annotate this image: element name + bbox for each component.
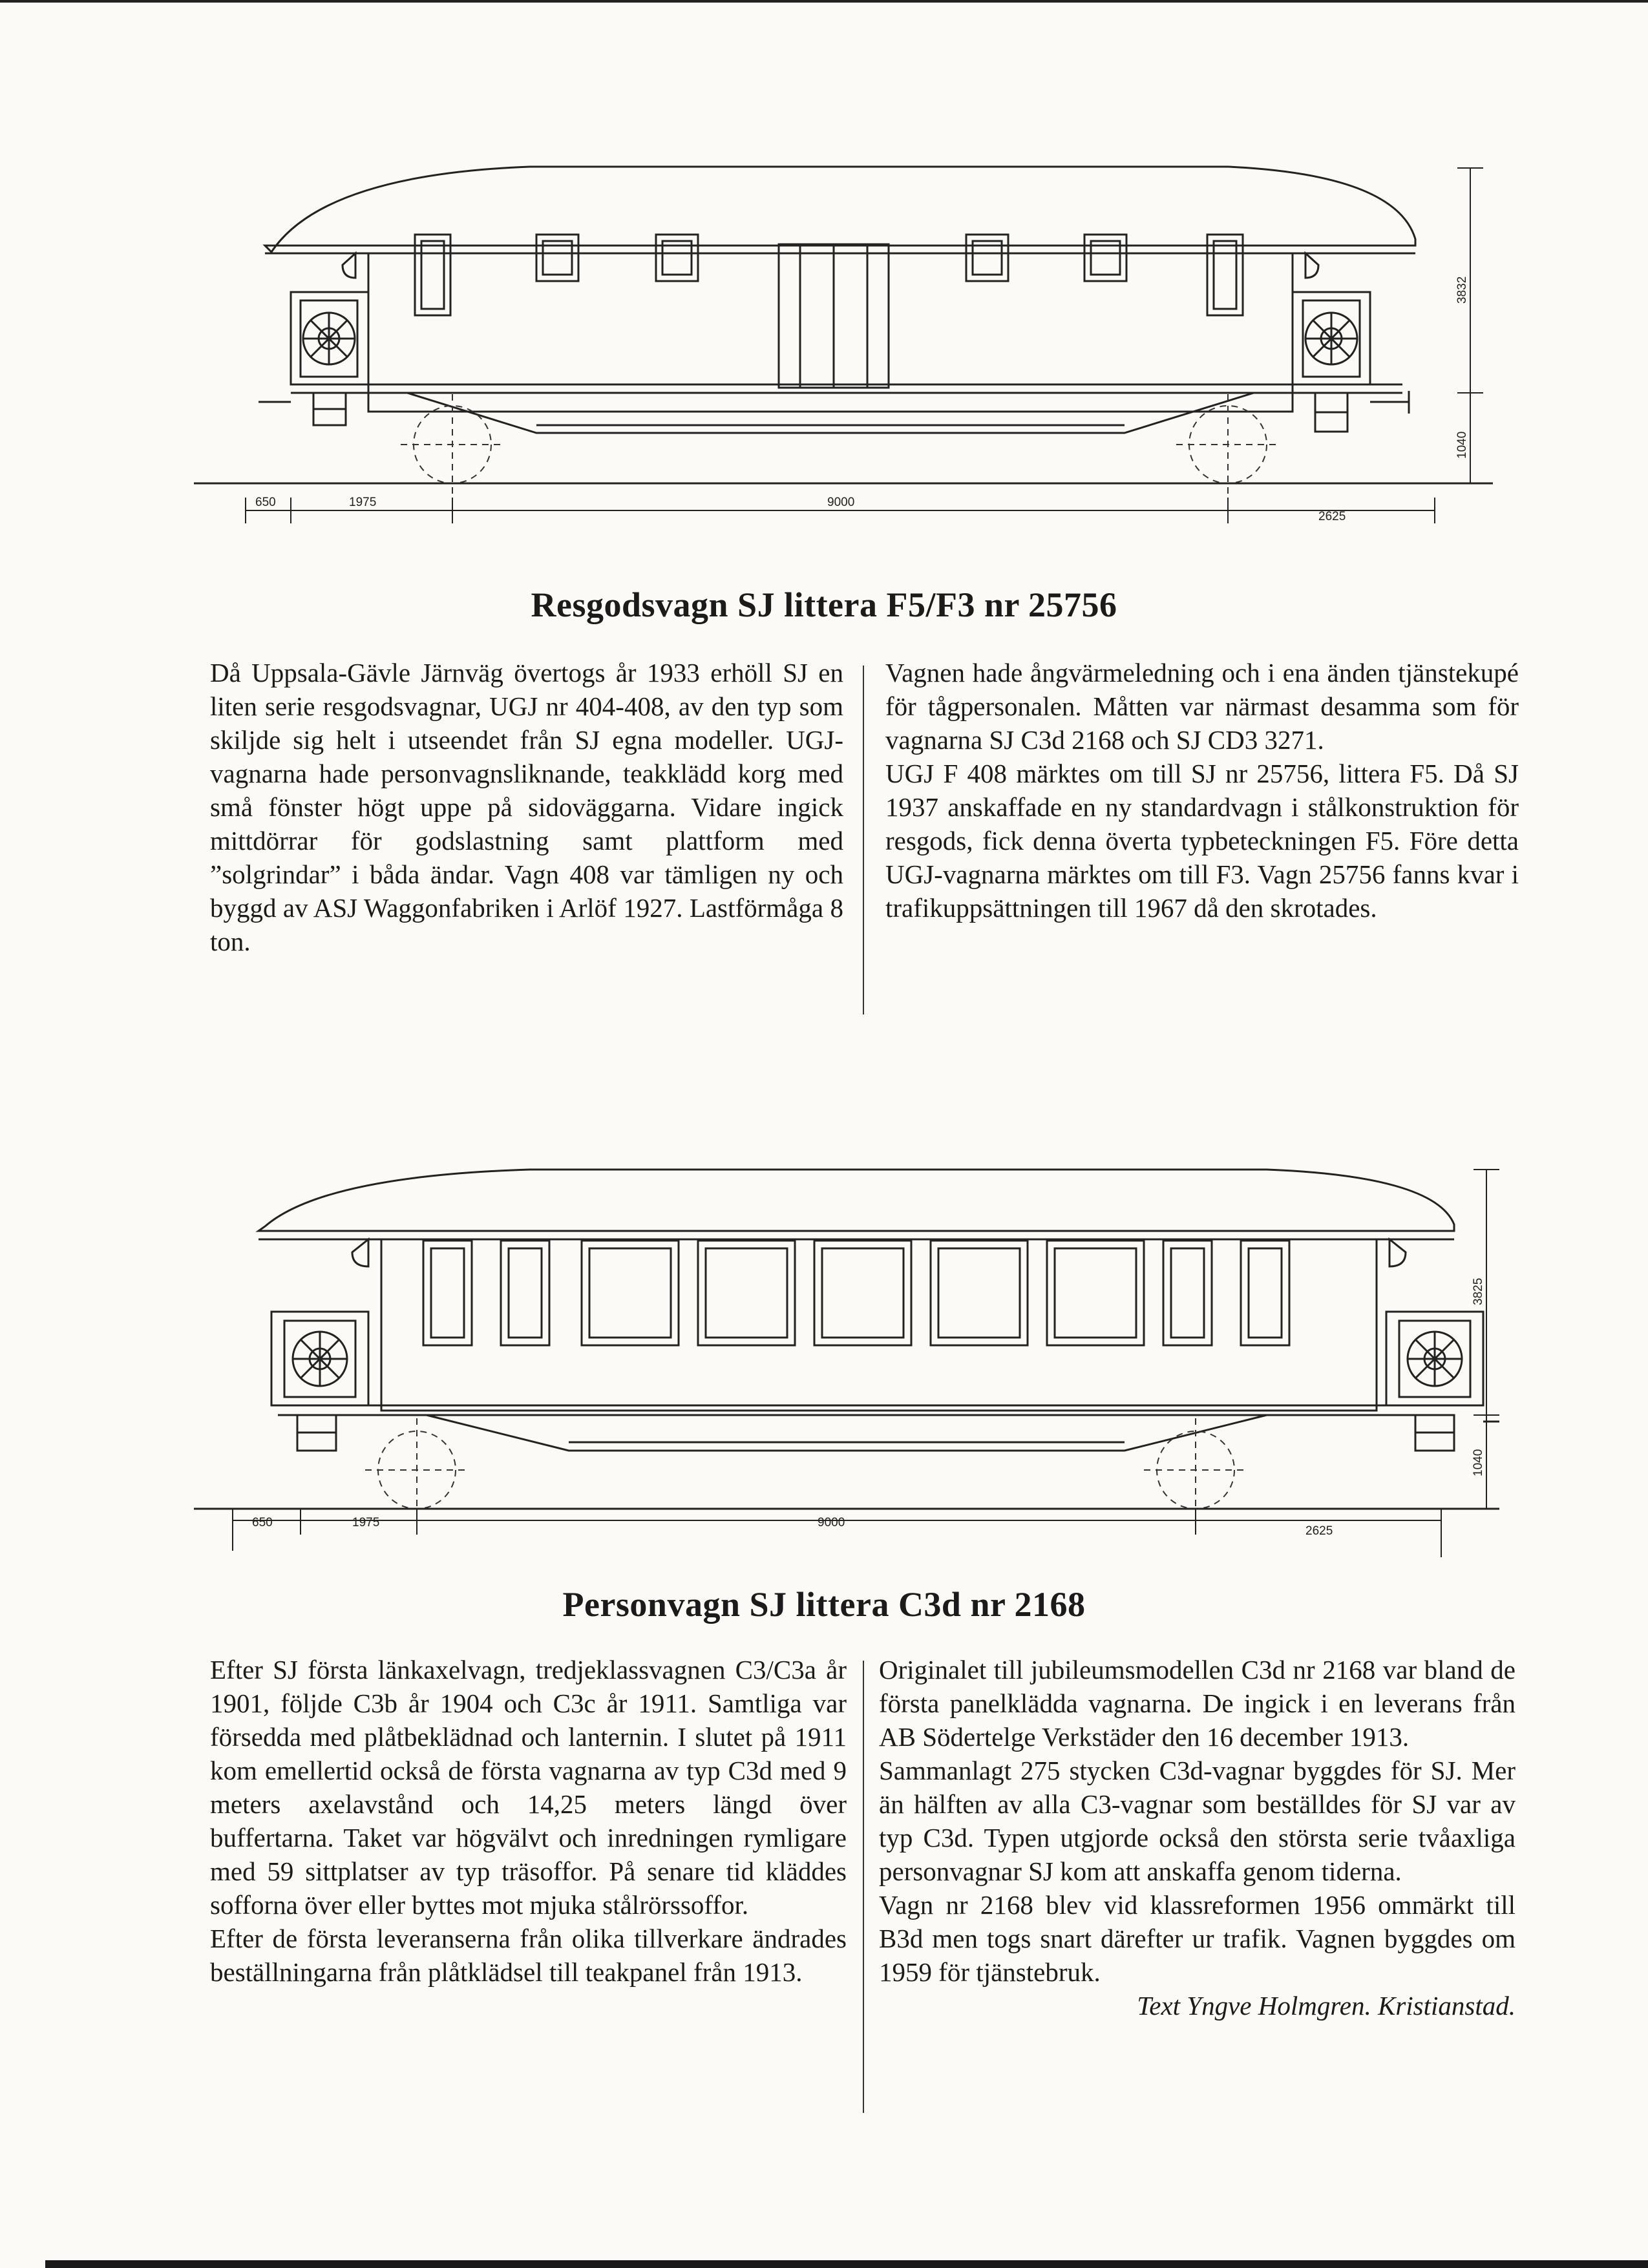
section-2-column-divider bbox=[863, 1661, 864, 2113]
section-1-right-paragraph-2: UGJ F 408 märktes om till SJ nr 25756, littera F5. Då SJ 1937 anskaffade en ny standardvagn i stålkonstruktion för resgods, fick denna överta typbeteckningen F5. Före detta UGJ-vagnarna märktes om till F3. Vagn 25756 fanns kvar i trafikuppsättningen till 1967 då den skrotades. bbox=[885, 759, 1519, 923]
section-2-right-column bbox=[879, 1653, 1516, 2022]
section-2-heading: Personvagn SJ littera C3d nr 2168 bbox=[562, 1585, 1086, 1624]
top-rule bbox=[0, 0, 1648, 3]
passenger-car-drawing bbox=[194, 1163, 1499, 1564]
section-2-right-paragraph-1: Originalet till jubileumsmodellen C3d nr 2168 var bland de första panelklädda vagnarna. De ingick i en leverans från AB Södertelge Verkstäder den 16 december 1913. bbox=[879, 1655, 1516, 1752]
dim-1975: 1975 bbox=[352, 1516, 380, 1529]
dim-650: 650 bbox=[255, 496, 276, 509]
section-2-left-paragraph-1: Efter SJ första länkaxelvagn, tredjeklassvagnen C3/C3a år 1901, följde C3b år 1904 och C3c år 1911. Samtliga var försedda med plåtbeklädnad och lanternin. I slutet på 1911 kom emellertid också de första vagnarna av typ C3d med 9 meters axelavstånd och 14,25 meters längd över buffertarna. Taket var högvälvt och inredningen rymligare med 59 sittplatser av typ träsoffor. På senare tid kläddes sofforna över eller byttes mot mjuka stålrörssoffor. bbox=[210, 1655, 847, 1920]
dim-9000: 9000 bbox=[827, 496, 855, 509]
section-1-left-paragraph-1: Då Uppsala-Gävle Järnväg övertogs år 1933 erhöll SJ en liten serie resgodsvagnar, UGJ nr 404-408, av den typ som skiljde sig helt i utseendet från SJ egna modeller. UGJ-vagnarna hade personvagnsliknande, teakklädd korg med små fönster högt uppe på sidoväggarna. Vidare ingick mittdörrar för godslastning samt plattform med ”solgrindar” i båda ändar. Vagn 408 var tämligen ny och byggd av ASJ Waggonfabriken i Arlöf 1927. Lastförmåga 8 ton. bbox=[210, 658, 843, 956]
dim-9000: 9000 bbox=[818, 1516, 845, 1529]
dim-2625: 2625 bbox=[1318, 510, 1346, 523]
author-credit: Text Yngve Holmgren. Kristianstad. bbox=[1137, 1991, 1516, 2021]
section-2-right-paragraph-2: Sammanlagt 275 stycken C3d-vagnar byggdes för SJ. Mer än hälften av alla C3-vagnar som beställdes för SJ var av typ C3d. Typen utgjorde också den största serie tvåaxliga personvagnar SJ kom att anskaffa genom tiderna. bbox=[879, 1756, 1516, 1886]
section-1-column-divider bbox=[863, 666, 864, 1014]
dim-height-floor: 1040 bbox=[1472, 1449, 1485, 1476]
dim-2625: 2625 bbox=[1305, 1524, 1333, 1538]
dim-height-total: 3825 bbox=[1472, 1277, 1485, 1305]
section-2-left-paragraph-2: Efter de första leveranserna från olika tillverkare ändrades beställningarna från plåtklädsel till teakpanel från 1913. bbox=[210, 1924, 847, 1987]
section-1-left-column bbox=[210, 656, 843, 958]
section-1-right-paragraph-1: Vagnen hade ångvärmeledning och i ena änden tjänstekupé för tågpersonalen. Måtten var närmast desamma som för vagnarna SJ C3d 2168 och SJ CD3 3271. bbox=[885, 658, 1519, 755]
baggage-car-drawing bbox=[194, 149, 1499, 536]
dim-height-floor: 1040 bbox=[1455, 431, 1469, 459]
section-2-left-column bbox=[210, 1653, 847, 1989]
dim-1975: 1975 bbox=[349, 496, 377, 509]
section-1-right-column bbox=[885, 656, 1519, 925]
section-1-heading: Resgodsvagn SJ littera F5/F3 nr 25756 bbox=[531, 585, 1117, 624]
dim-650: 650 bbox=[252, 1516, 273, 1529]
bottom-rule bbox=[45, 2260, 1648, 2268]
section-2-right-paragraph-3: Vagn nr 2168 blev vid klassreformen 1956 ommärkt till B3d men togs snart därefter ur trafik. Vagnen byggdes om 1959 för tjänstebruk. bbox=[879, 1890, 1516, 1987]
dim-height-total: 3832 bbox=[1455, 276, 1469, 304]
